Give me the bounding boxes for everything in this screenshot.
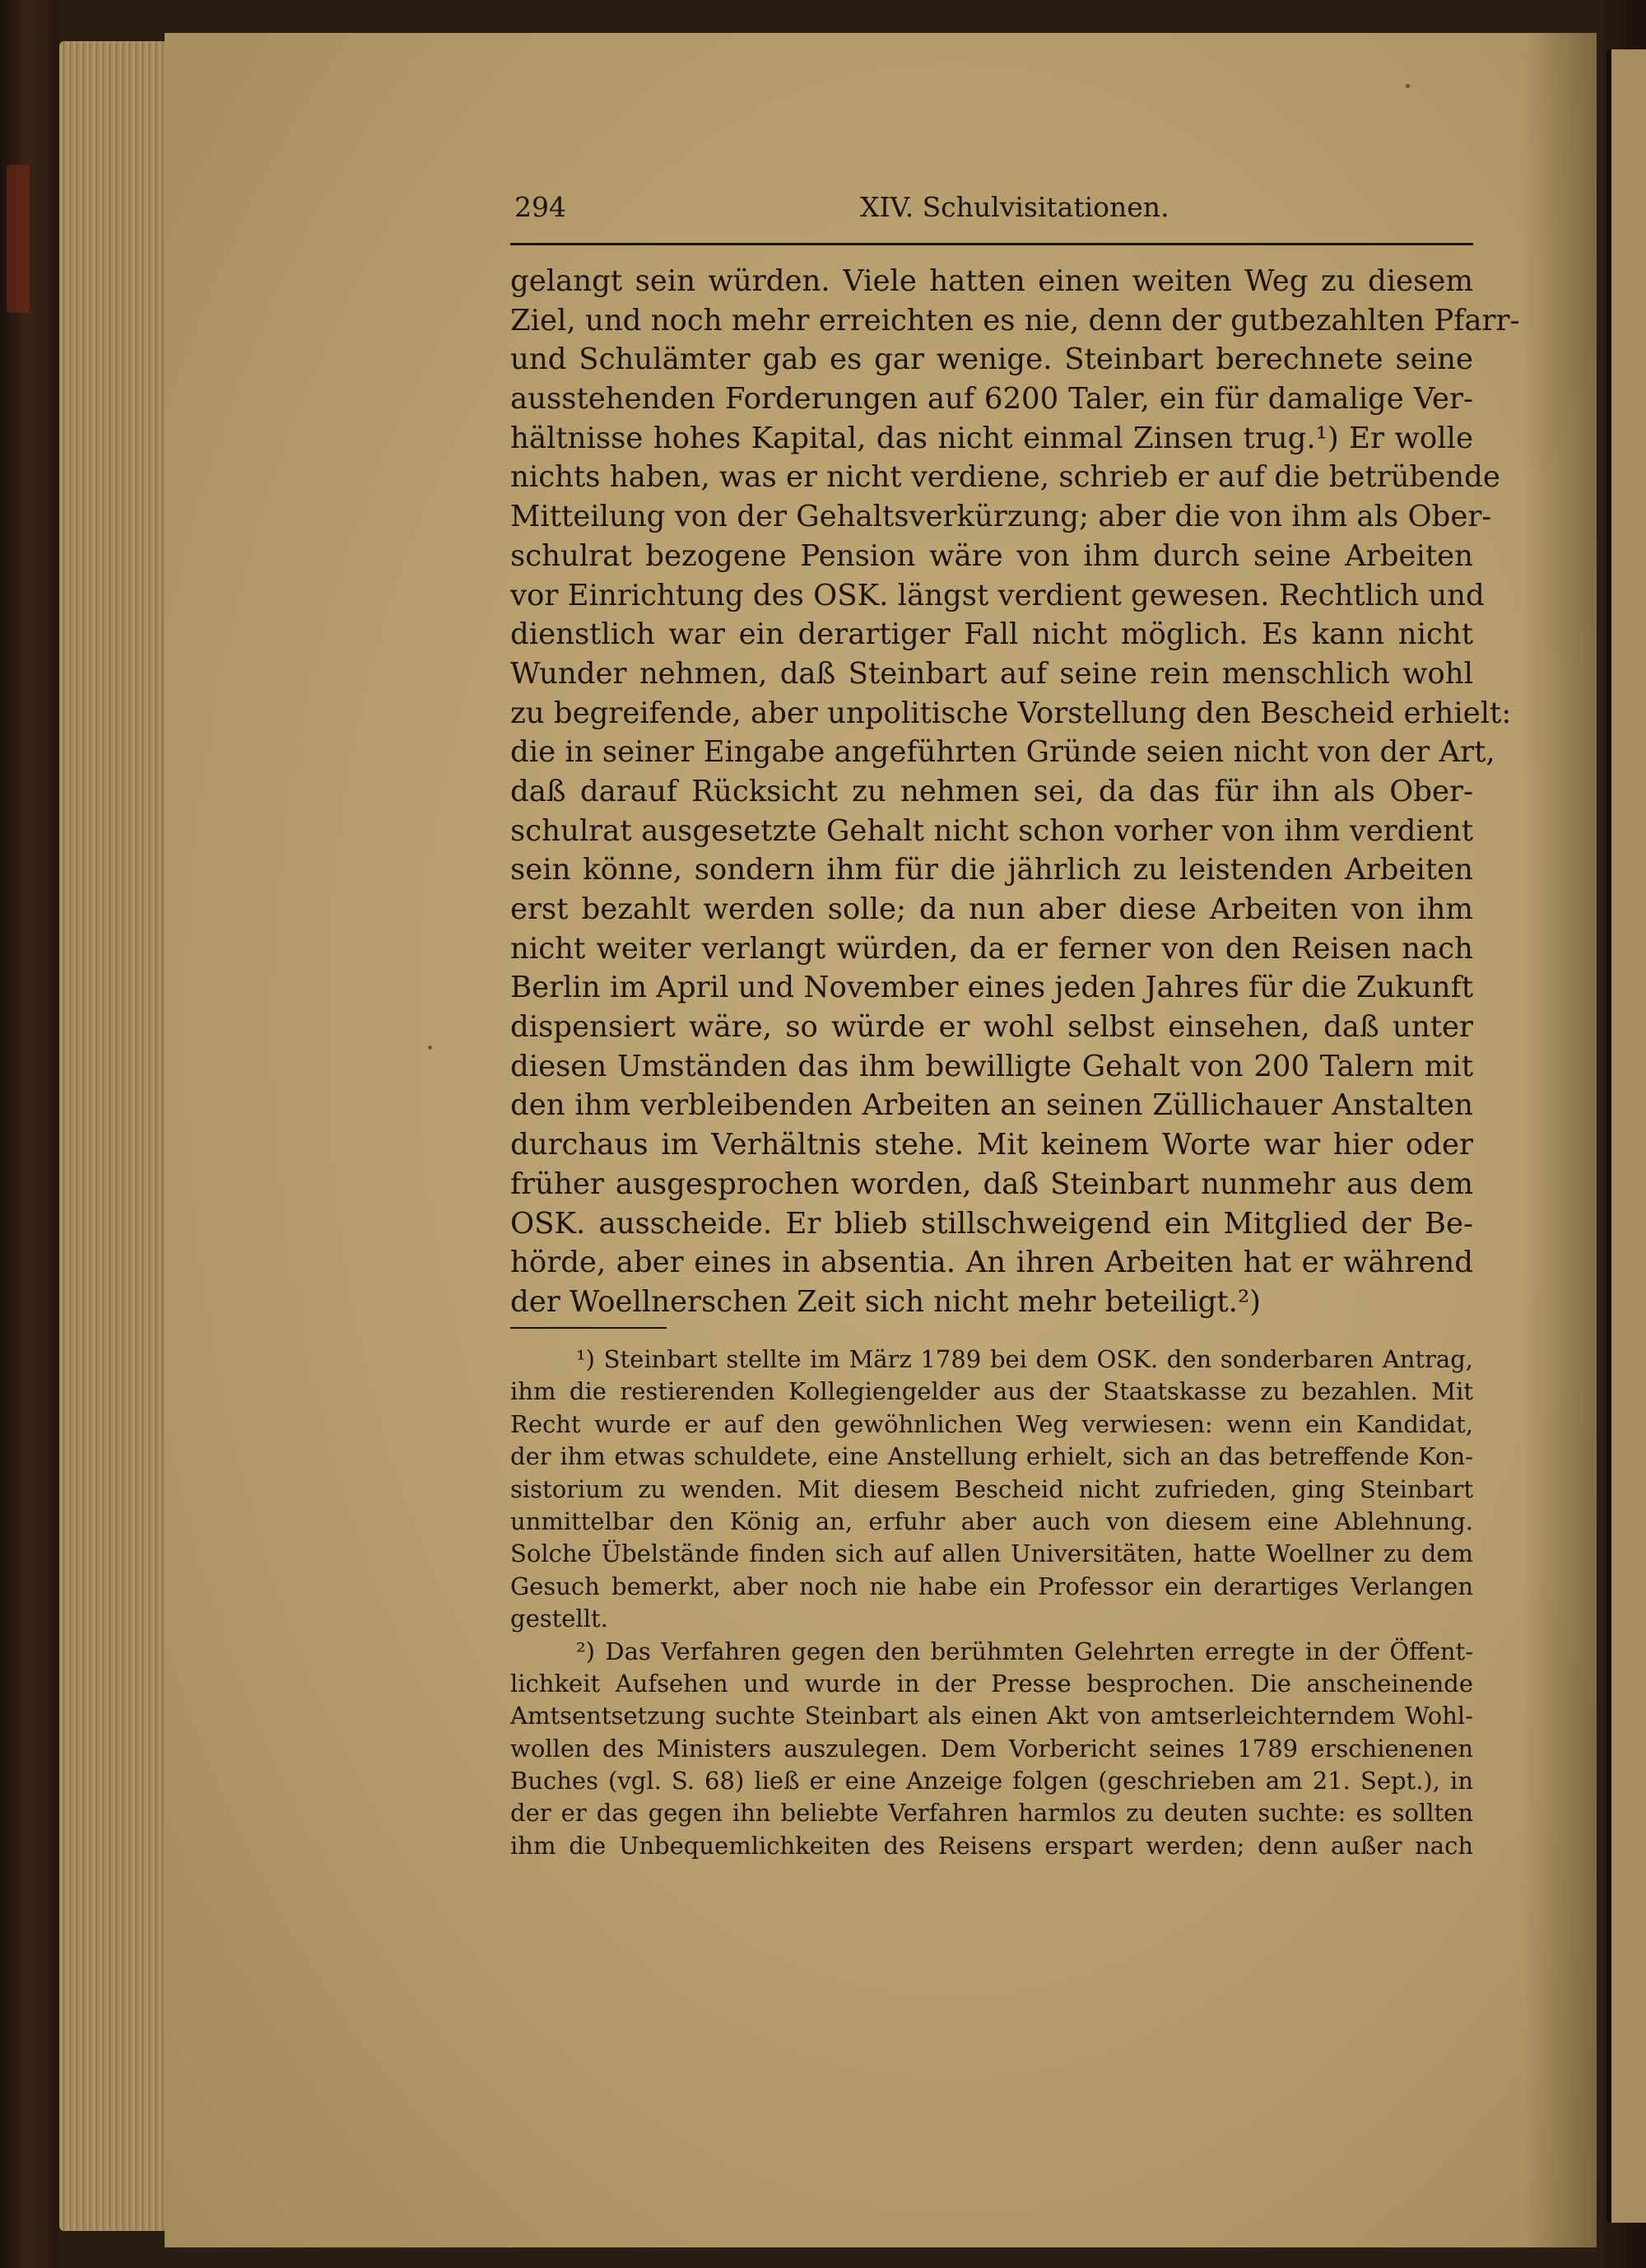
footnote-line: wollen des Ministers auszulegen. Dem Vorbericht seines 1789 erschienenen [510,1734,1473,1763]
page-number: 294 [514,191,566,223]
paper-speck [428,1046,432,1050]
footnote-separator [510,1327,667,1329]
cover-stain [7,165,30,313]
body-line: dispensiert wäre, so würde er wohl selbst einsehen, daß unter [510,1010,1473,1045]
body-line: Mitteilung von der Gehaltsverkürzung; aber die von ihm als Ober- [510,500,1492,534]
body-line: und Schulämter gab es gar wenige. Steinbart berechnete seine [510,342,1473,377]
body-line: vor Einrichtung des OSK. längst verdient gewesen. Rechtlich und [510,578,1485,612]
body-line: nicht weiter verlangt würden, da er ferner von den Reisen nach [510,931,1473,966]
body-line: früher ausgesprochen worden, daß Steinbart nunmehr aus dem [510,1167,1473,1201]
footnote-line: gestellt. [510,1604,608,1633]
body-line: hörde, aber eines in absentia. An ihren Arbeiten hat er während [510,1246,1473,1280]
footnote-line: Gesuch bemerkt, aber noch nie habe ein Professor ein derartiges Verlangen [510,1572,1473,1600]
body-line: Ziel, und noch mehr erreichten es nie, denn der gutbezahlten Pfarr- [510,303,1520,338]
footnote-line: Solche Übelstände finden sich auf allen Universitäten, hatte Woellner zu dem [510,1539,1473,1568]
header-rule [510,243,1473,245]
footnote-line: ²) Das Verfahren gegen den berühmten Gelehrten erregte in der Öffent- [576,1637,1473,1665]
gutter-shadow [1523,33,1597,2247]
body-line: schulrat ausgesetzte Gehalt nicht schon vorher von ihm verdient [510,813,1473,848]
facing-page-edge [1606,49,1646,2223]
footnote-line: sistorium zu wenden. Mit diesem Bescheid nicht zufrieden, ging Steinbart [510,1474,1473,1503]
body-line: OSK. ausscheide. Er blieb stillschweigend ein Mitglied der Be- [510,1206,1473,1241]
body-line: sein könne, sondern ihm für die jährlich zu leistenden Arbeiten [510,853,1473,887]
footnotes [510,1344,1473,1862]
footnote-line: unmittelbar den König an, erfuhr aber auch von diesem eine Ablehnung. [510,1507,1473,1535]
body-line: daß darauf Rücksicht zu nehmen sei, da das für ihn als Ober- [510,774,1473,808]
body-line: durchaus im Verhältnis stehe. Mit keinem Worte war hier oder [510,1128,1473,1162]
body-line: schulrat bezogene Pension wäre von ihm durch seine Arbeiten [510,538,1473,573]
body-line: erst bezahlt werden solle; da nun aber diese Arbeiten von ihm [510,892,1473,926]
body-line: der Woellnerschen Zeit sich nicht mehr beteiligt.²) [510,1284,1262,1319]
footnote-1 [510,1344,1473,1636]
footnote-line: lichkeit Aufsehen und wurde in der Presse besprochen. Die anscheinende [510,1669,1473,1698]
footnote-line: ihm die Unbequemlichkeiten des Reisens erspart werden; denn außer nach [510,1831,1473,1860]
footnote-line: Buches (vgl. S. 68) ließ er eine Anzeige folgen (geschrieben am 21. Sept.), in [510,1767,1473,1795]
book-cover-left [0,0,59,2268]
body-line: hältnisse hohes Kapital, das nicht einmal Zinsen trug.¹) Er wolle [510,421,1473,455]
body-line: dienstlich war ein derartiger Fall nicht möglich. Es kann nicht [510,617,1473,652]
body-line: diesen Umständen das ihm bewilligte Gehalt von 200 Talern mit [510,1049,1473,1083]
footnote-line: Amtsentsetzung suchte Steinbart als einen Akt von amtserleichterndem Wohl- [510,1702,1473,1730]
footnote-2 [510,1636,1473,1863]
footnote-line: ¹) Steinbart stellte im März 1789 bei dem OSK. den sonderbaren Antrag, [576,1345,1473,1373]
body-text [510,262,1520,1322]
footnote-line: der ihm etwas schuldete, eine Anstellung erhielt, sich an das betreffende Kon- [510,1442,1473,1471]
chapter-title: XIV. Schulvisitationen. [860,191,1169,223]
body-line: nichts haben, was er nicht verdiene, schrieb er auf die betrübende [510,460,1500,495]
body-line: die in seiner Eingabe angeführten Gründe seien nicht von der Art, [510,735,1495,770]
body-line: Berlin im April und November eines jeden Jahres für die Zukunft [510,971,1473,1005]
footnote-line: der er das gegen ihn beliebte Verfahren harmlos zu deuten suchte: es sollten [510,1799,1473,1828]
footnote-line: ihm die restierenden Kollegiengelder aus der Staatskasse zu bezahlen. Mit [510,1377,1473,1406]
body-line: Wunder nehmen, daß Steinbart auf seine rein menschlich wohl [510,656,1473,691]
paper-speck [1406,84,1410,88]
body-line: ausstehenden Forderungen auf 6200 Taler, ein für damalige Ver- [510,382,1473,417]
footnote-line: Recht wurde er auf den gewöhnlichen Weg verwiesen: wenn ein Kandidat, [510,1409,1473,1438]
body-line: zu begreifende, aber unpolitische Vorstellung den Bescheid erhielt: [510,696,1512,730]
body-line: den ihm verbleibenden Arbeiten an seinen Züllichauer Anstalten [510,1088,1473,1123]
body-line: gelangt sein würden. Viele hatten einen weiten Weg zu diesem [510,264,1473,298]
running-head [514,191,1473,232]
